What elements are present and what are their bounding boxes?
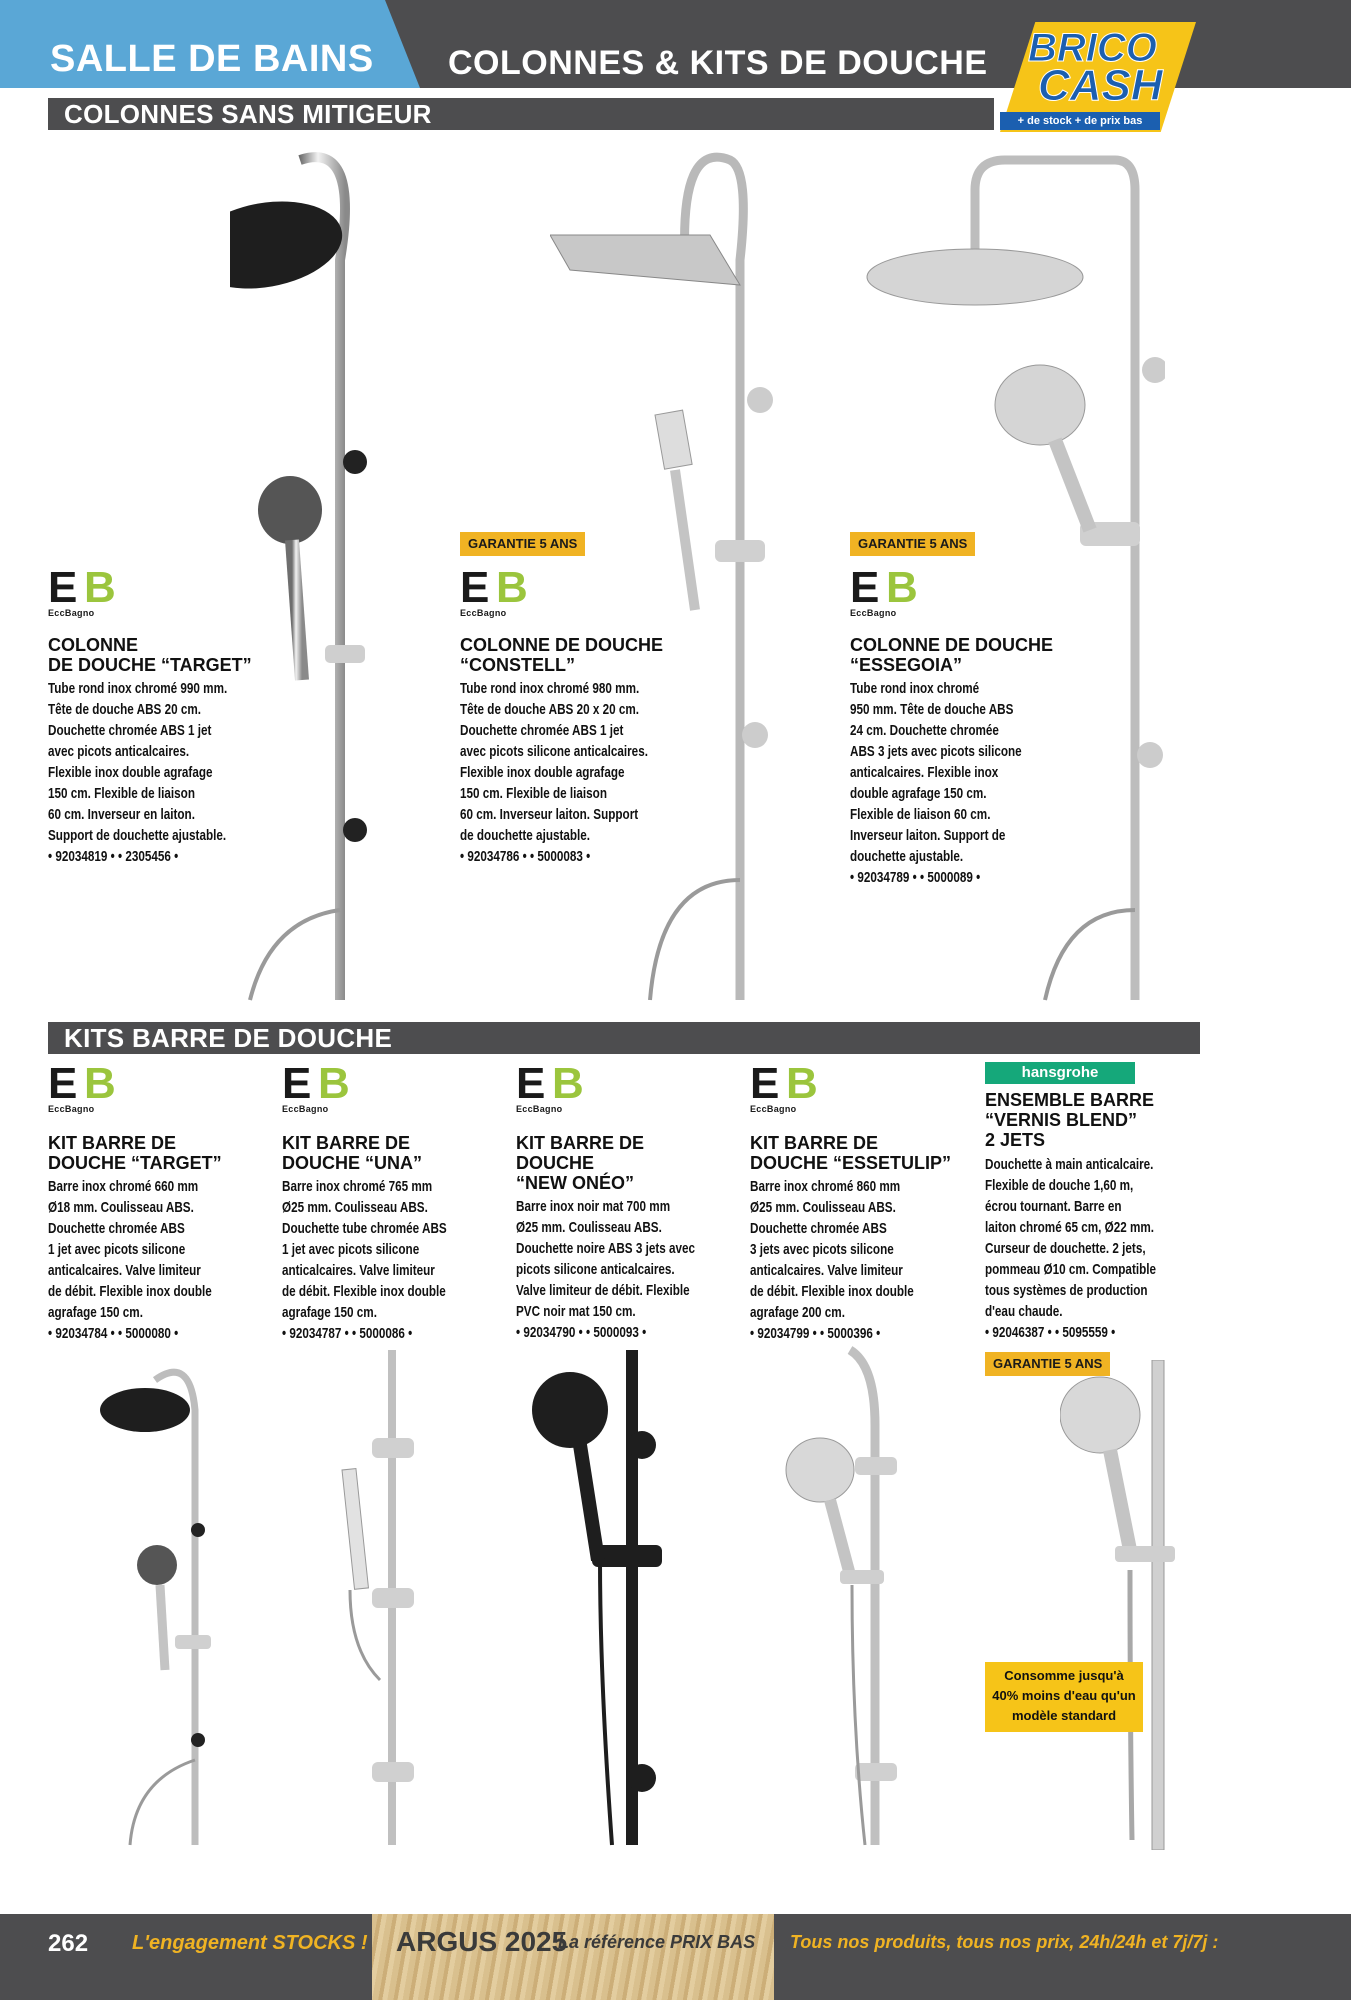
essetulip-kit-image (780, 1345, 920, 1850)
product-title-una-kit: KIT BARRE DE DOUCHE “UNA” (282, 1133, 423, 1173)
eccbagno-logo: E B EccBagno (750, 1059, 818, 1114)
section-title-kits: KITS BARRE DE DOUCHE (48, 1022, 1200, 1054)
warranty-badge: GARANTIE 5 ANS (985, 1352, 1110, 1376)
hansgrohe-logo: hansgrohe (985, 1062, 1135, 1084)
eccbagno-logo: E B EccBagno (48, 563, 116, 618)
vernis-blend-kit-image (1060, 1360, 1185, 1850)
page-number: 262 (48, 1930, 89, 1957)
eccbagno-logo: E B EccBagno (850, 563, 918, 618)
product-desc-essegoia: Tube rond inox chromé 950 mm. Tête de douche ABS 24 cm. Douchette chromée ABS 3 jets avec picots silicone anticalcaires. Flexible inox double agrafage 150 cm. Flexible de liaison 60 cm. Inverseur laiton. Support de douchette ajustable. • 92034789 • • 5000089 • (850, 680, 1022, 886)
warranty-badge: GARANTIE 5 ANS (850, 532, 975, 556)
footer-tagline: Tous nos produits, tous nos prix, 24h/24h et 7j/7j : (790, 1932, 1219, 1952)
water-saving-note: Consomme jusqu'à 40% moins d'eau qu'un modèle standard (985, 1662, 1143, 1732)
product-desc-target-kit: Barre inox chromé 660 mm Ø18 mm. Coulisseau ABS. Douchette chromée ABS 1 jet avec picots silicone anticalcaires. Valve limiteur de débit. Flexible inox double agrafage 150 cm. • 92034784 • • 5000080 • (48, 1178, 212, 1342)
product-desc-una-kit: Barre inox chromé 765 mm Ø25 mm. Coulisseau ABS. Douchette tube chromée ABS 1 jet avec picots silicone anticalcaires. Valve limiteur de débit. Flexible inox double agrafage 150 cm. • 92034787 • • 5000086 • (282, 1178, 447, 1342)
category-title: SALLE DE BAINS (50, 38, 374, 80)
warranty-badge: GARANTIE 5 ANS (460, 532, 585, 556)
footer-engagement: L'engagement STOCKS ! (132, 1932, 368, 1954)
target-column-image (230, 140, 390, 1010)
eccbagno-logo: E B EccBagno (460, 563, 528, 618)
product-title-vernis-blend: ENSEMBLE BARRE “VERNIS BLEND” 2 JETS (985, 1090, 1155, 1150)
subcategory-title: COLONNES & KITS DE DOUCHE (448, 44, 988, 82)
constell-column-image (550, 140, 780, 1010)
product-desc-new-oneo-kit: Barre inox noir mat 700 mm Ø25 mm. Coulisseau ABS. Douchette noire ABS 3 jets avec picots silicone anticalcaires. Valve limiteur de débit. Flexible PVC noir mat 150 cm. • 92034790 • • 5000093 • (516, 1198, 696, 1341)
brico-cash-logo: BRICO CASH + de stock + de prix bas (1000, 22, 1196, 132)
footer-reference: La référence PRIX BAS (558, 1932, 756, 1952)
new-oneo-kit-image (530, 1350, 680, 1850)
product-title-constell: COLONNE DE DOUCHE “CONSTELL” (460, 635, 664, 675)
una-kit-image (330, 1350, 440, 1850)
product-desc-constell: Tube rond inox chromé 980 mm. Tête de douche ABS 20 x 20 cm. Douchette chromée ABS 1 jet avec picots silicone anticalcaires. Flexible inox double agrafage 150 cm. Flexible de liaison 60 cm. Inverseur laiton. Support de douchette ajustable. • 92034786 • • 5000083 • (460, 680, 648, 865)
product-title-new-oneo-kit: KIT BARRE DE DOUCHE “NEW ONÉO” (516, 1133, 645, 1193)
eccbagno-logo: E B EccBagno (282, 1059, 350, 1114)
eccbagno-logo: E B EccBagno (48, 1059, 116, 1114)
target-kit-image (95, 1350, 235, 1850)
section-title-colonnes: COLONNES SANS MITIGEUR (48, 98, 994, 130)
product-title-essegoia: COLONNE DE DOUCHE “ESSEGOIA” (850, 635, 1054, 675)
product-title-target-column: COLONNE DE DOUCHE “TARGET” (48, 635, 252, 675)
product-title-essetulip-kit: KIT BARRE DE DOUCHE “ESSETULIP” (750, 1133, 952, 1173)
product-desc-essetulip-kit: Barre inox chromé 860 mm Ø25 mm. Coulisseau ABS. Douchette chromée ABS 3 jets avec picots silicone anticalcaires. Valve limiteur de débit. Flexible inox double agrafage 200 cm. • 92034799 • • 5000396 • (750, 1178, 914, 1342)
product-desc-vernis-blend: Douchette à main anticalcaire. Flexible de douche 1,60 m, écrou tournant. Barre en laiton chromé 65 cm, Ø22 mm. Curseur de douchette. 2 jets, pommeau Ø10 cm. Compatible tous systèmes de production d'eau chaude. • 92046387 • • 5095559 • (985, 1156, 1157, 1341)
product-title-target-kit: KIT BARRE DE DOUCHE “TARGET” (48, 1133, 222, 1173)
footer-argus: ARGUS 2025 (396, 1926, 568, 1957)
eccbagno-logo: E B EccBagno (516, 1059, 584, 1114)
product-desc-target-column: Tube rond inox chromé 990 mm. Tête de douche ABS 20 cm. Douchette chromée ABS 1 jet avec picots anticalcaires. Flexible inox double agrafage 150 cm. Flexible de liaison 60 cm. Inverseur en laiton. Support de douchette ajustable. • 92034819 • • 2305456 • (48, 680, 228, 865)
